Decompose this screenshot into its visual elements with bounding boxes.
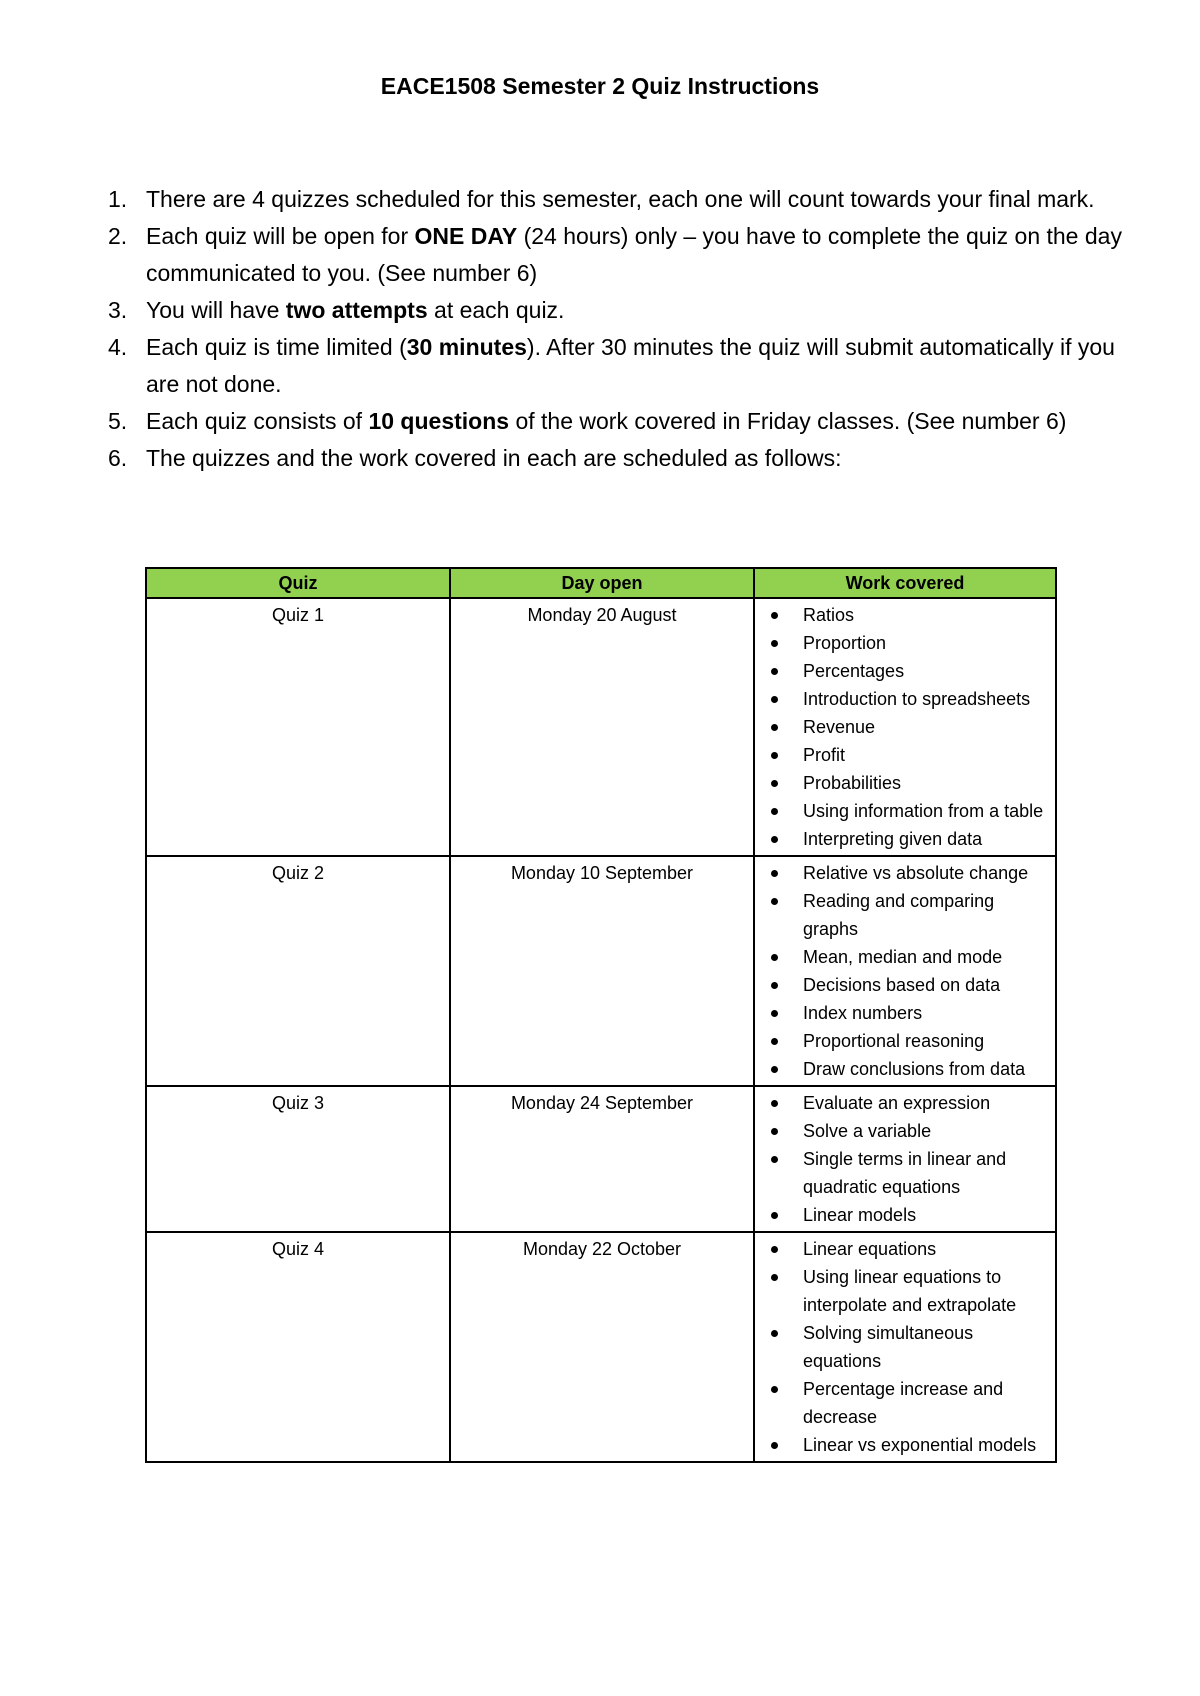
day-open-cell: Monday 22 October: [450, 1232, 754, 1462]
instruction-item: [108, 218, 1138, 292]
table-row: [146, 856, 1056, 1086]
topic-item: Revenue: [803, 713, 1047, 741]
instruction-emphasis: two attempts: [285, 297, 428, 323]
instruction-number: 3.: [108, 297, 128, 323]
topic-item: Draw conclusions from data: [803, 1055, 1047, 1083]
header-quiz: Quiz: [146, 568, 450, 598]
topic-item: Ratios: [803, 601, 1047, 629]
header-work-covered: Work covered: [754, 568, 1056, 598]
instruction-fragment: of the work covered in Friday classes. (See number 6): [509, 408, 1067, 434]
day-open-cell: Monday 24 September: [450, 1086, 754, 1232]
instructions-list: [108, 181, 1138, 477]
topic-item: Mean, median and mode: [803, 943, 1047, 971]
topic-item: Percentages: [803, 657, 1047, 685]
instruction-item: [108, 440, 1138, 477]
quiz-name-cell: Quiz 3: [146, 1086, 450, 1232]
quiz-schedule-table: [145, 567, 1057, 1463]
instruction-number: 1.: [108, 186, 128, 212]
topic-list: [763, 1089, 1047, 1229]
instruction-fragment: The quizzes and the work covered in each are scheduled as follows:: [146, 445, 842, 471]
table-row: [146, 598, 1056, 856]
instruction-number: 4.: [108, 334, 128, 360]
topic-item: Linear vs exponential models: [803, 1431, 1047, 1459]
instruction-emphasis: 10 questions: [368, 408, 510, 434]
table-row: [146, 1232, 1056, 1462]
topic-item: Using linear equations to interpolate and extrapolate: [803, 1263, 1047, 1319]
topic-item: Reading and comparing graphs: [803, 887, 1047, 943]
instruction-fragment: ). After 30 minutes the quiz will submit automatically if you are not done.: [146, 334, 1115, 397]
table-header-row: [146, 568, 1056, 598]
instruction-number: 6.: [108, 445, 128, 471]
instruction-text: [146, 223, 1122, 286]
topic-item: Solve a variable: [803, 1117, 1047, 1145]
topic-item: Proportional reasoning: [803, 1027, 1047, 1055]
header-day-open: Day open: [450, 568, 754, 598]
topic-list: [763, 601, 1047, 853]
topic-item: Evaluate an expression: [803, 1089, 1047, 1117]
instruction-emphasis: 30 minutes: [406, 334, 527, 360]
topic-item: Proportion: [803, 629, 1047, 657]
instruction-text: [146, 445, 842, 471]
instruction-text: [146, 408, 1066, 434]
topic-list: [763, 859, 1047, 1083]
table-row: [146, 1086, 1056, 1232]
topic-item: Relative vs absolute change: [803, 859, 1047, 887]
instruction-fragment: You will have: [146, 297, 286, 323]
work-covered-cell: [754, 1086, 1056, 1232]
quiz-name-cell: Quiz 1: [146, 598, 450, 856]
topic-item: Introduction to spreadsheets: [803, 685, 1047, 713]
work-covered-cell: [754, 1232, 1056, 1462]
instruction-text: [146, 186, 1095, 212]
topic-item: Profit: [803, 741, 1047, 769]
instruction-fragment: Each quiz will be open for: [146, 223, 415, 249]
day-open-cell: Monday 10 September: [450, 856, 754, 1086]
topic-item: Index numbers: [803, 999, 1047, 1027]
quiz-name-cell: Quiz 2: [146, 856, 450, 1086]
instruction-item: [108, 181, 1138, 218]
topic-item: Solving simultaneous equations: [803, 1319, 1047, 1375]
topic-list: [763, 1235, 1047, 1459]
topic-item: Linear equations: [803, 1235, 1047, 1263]
instruction-emphasis: ONE DAY: [414, 223, 518, 249]
instruction-fragment: There are 4 quizzes scheduled for this semester, each one will count towards your final mark.: [146, 186, 1095, 212]
work-covered-cell: [754, 598, 1056, 856]
work-covered-cell: [754, 856, 1056, 1086]
instruction-number: 2.: [108, 223, 128, 249]
instruction-number: 5.: [108, 408, 128, 434]
topic-item: Linear models: [803, 1201, 1047, 1229]
instruction-text: [146, 334, 1115, 397]
instruction-fragment: (24 hours) only – you have to complete the quiz on the day communicated to you. (See number 6): [146, 223, 1122, 286]
instruction-item: [108, 403, 1138, 440]
topic-item: Interpreting given data: [803, 825, 1047, 853]
instruction-fragment: at each quiz.: [427, 297, 565, 323]
instruction-fragment: Each quiz is time limited (: [146, 334, 407, 360]
topic-item: Single terms in linear and quadratic equations: [803, 1145, 1047, 1201]
topic-item: Decisions based on data: [803, 971, 1047, 999]
quiz-name-cell: Quiz 4: [146, 1232, 450, 1462]
page-title: EACE1508 Semester 2 Quiz Instructions: [380, 73, 820, 99]
topic-item: Percentage increase and decrease: [803, 1375, 1047, 1431]
day-open-cell: Monday 20 August: [450, 598, 754, 856]
instruction-text: [146, 297, 564, 323]
topic-item: Using information from a table: [803, 797, 1047, 825]
instruction-fragment: Each quiz consists of: [146, 408, 369, 434]
topic-item: Probabilities: [803, 769, 1047, 797]
instruction-item: [108, 329, 1138, 403]
instruction-item: [108, 292, 1138, 329]
